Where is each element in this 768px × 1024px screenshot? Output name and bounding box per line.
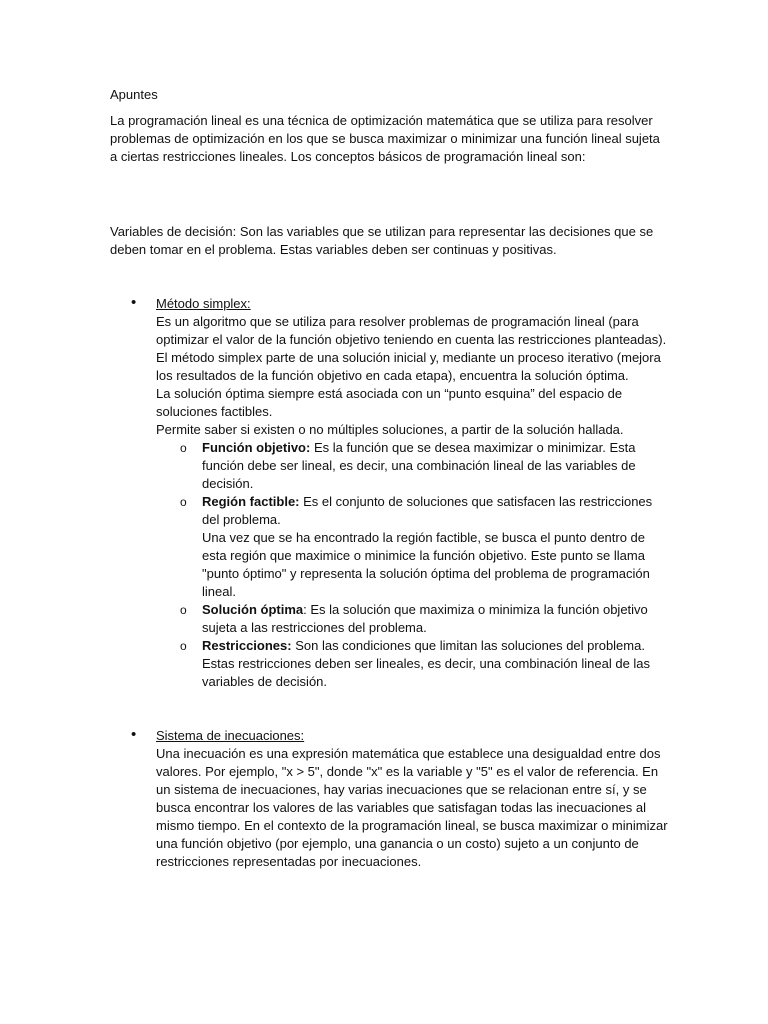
subitem-term: Región factible: bbox=[202, 494, 300, 509]
list-item-simplex bbox=[110, 295, 670, 691]
intro-paragraph: La programación lineal es una técnica de optimización matemática que se utiliza para resolver problemas de optimización en los que se busca maximizar o minimizar una función lineal sujeta a ciertas restricciones lineales. Los conceptos básicos de programación lineal son: bbox=[110, 113, 660, 164]
simplex-line: La solución óptima siempre está asociada con un “punto esquina” del espacio de soluciones factibles. bbox=[156, 386, 623, 419]
inecuaciones-heading: Sistema de inecuaciones: bbox=[156, 728, 305, 743]
subitem-extra: Una vez que se ha encontrado la región factible, se busca el punto dentro de esta región que maximice o minimice la función objetivo. Este punto se llama "punto óptimo" y representa la solución óptima del problema de programación lineal. bbox=[202, 530, 650, 599]
subitem-term: Función objetivo: bbox=[202, 440, 311, 455]
simplex-sublist bbox=[156, 439, 670, 691]
subitem-term: Solución óptima bbox=[202, 602, 304, 617]
inecuaciones-text: Una inecuación es una expresión matemática que establece una desigualdad entre dos valores. Por ejemplo, "x > 5", donde "x" es la variable y "5" es el valor de referencia. En un sistema de inecuaciones, hay varias inecuaciones que se relacionan entre sí, y se busca encontrar los valores de las variables que satisfagan todas las inecuaciones al mismo tiempo. En el contexto de la programación lineal, se busca maximizar o minimizar una función objetivo (por ejemplo, una ganancia o un costo) sujeto a un conjunto de restricciones representadas por inecuaciones. bbox=[156, 746, 668, 869]
subitem-text: Son las condiciones que limitan las soluciones del problema. Estas restricciones deben ser lineales, es decir, una combinación lineal de las variables de decisión. bbox=[202, 638, 651, 689]
subitem-text: : Es la solución que maximiza o minimiza la función objetivo sujeta a las restricciones del problema. bbox=[202, 602, 648, 635]
subitem-funcion-objetivo bbox=[156, 439, 670, 493]
simplex-line: Es un algoritmo que se utiliza para resolver problemas de programación lineal (para optimizar el valor de la función objetivo teniendo en cuenta las restricciones planteadas). bbox=[156, 314, 667, 347]
subitem-solucion-optima bbox=[156, 601, 670, 637]
simplex-line: El método simplex parte de una solución inicial y, mediante un proceso iterativo (mejora los resultados de la función objetivo en cada etapa), encuentra la solución óptima. bbox=[156, 350, 661, 383]
subitem-text: Es el conjunto de soluciones que satisfacen las restricciones del problema. bbox=[202, 494, 653, 527]
subitem-restricciones bbox=[156, 637, 670, 691]
variables-paragraph: Variables de decisión: Son las variables que se utilizan para representar las decisiones que se deben tomar en el problema. Estas variables deben ser continuas y positivas. bbox=[110, 224, 654, 257]
simplex-heading: Método simplex: bbox=[156, 296, 251, 311]
document-title: Apuntes bbox=[110, 87, 158, 102]
concept-list bbox=[110, 295, 670, 871]
subitem-text: Es la función que se desea maximizar o minimizar. Esta función debe ser lineal, es decir, una combinación lineal de las variables de decisión. bbox=[202, 440, 636, 491]
subitem-region-factible bbox=[156, 493, 670, 601]
subitem-term: Restricciones: bbox=[202, 638, 292, 653]
simplex-line: Permite saber si existen o no múltiples soluciones, a partir de la solución hallada. bbox=[156, 422, 624, 437]
document-page bbox=[110, 86, 670, 871]
list-item-inecuaciones bbox=[110, 727, 670, 871]
